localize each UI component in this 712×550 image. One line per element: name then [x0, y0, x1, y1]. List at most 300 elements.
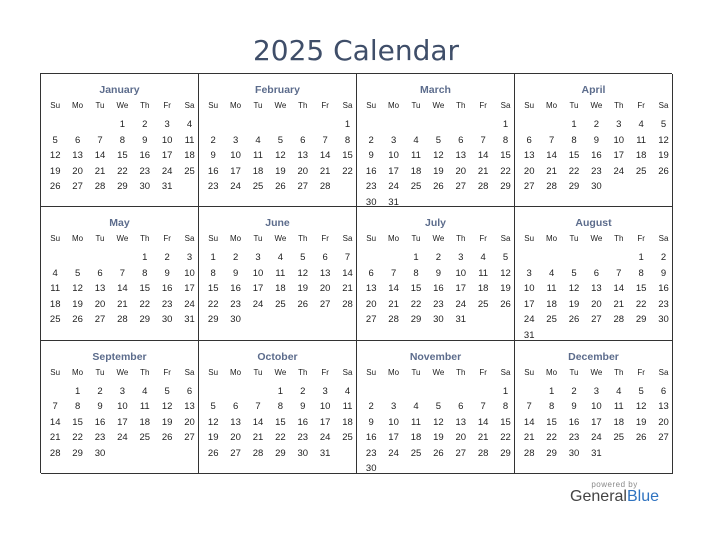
weekday-label: Mo [230, 234, 242, 244]
day-cell: 30 [230, 314, 241, 326]
day-cell: 7 [480, 401, 486, 413]
empty-day-cell [360, 250, 382, 266]
weekday-label: Tu [95, 367, 105, 377]
day-cell: 22 [207, 298, 219, 310]
day-cell: 11 [411, 416, 421, 428]
day-cell: 17 [161, 150, 173, 161]
day-cell: 12 [658, 134, 669, 146]
day-cell: 8 [571, 134, 577, 146]
day-cell: 18 [410, 432, 422, 444]
empty-day-cell [563, 250, 585, 266]
day-grid [202, 250, 359, 328]
empty-day-cell [382, 117, 404, 133]
day-cell: 26 [568, 314, 580, 326]
day-cell: 9 [593, 134, 600, 146]
day-cell: 20 [591, 298, 602, 310]
day-cell: 7 [390, 267, 397, 279]
weekday-label: Fr [163, 234, 171, 244]
day-grid [44, 250, 201, 328]
weekday-label: Sa [342, 234, 353, 244]
empty-day-cell [44, 384, 66, 400]
day-cell: 8 [344, 134, 351, 146]
empty-day-cell [247, 384, 269, 400]
weekday-label: Tu [569, 367, 579, 377]
day-cell: 1 [502, 385, 509, 397]
weekday-label: Mo [230, 367, 242, 377]
day-cell: 13 [658, 401, 669, 413]
day-cell: 15 [568, 150, 580, 161]
day-cell: 1 [74, 385, 81, 397]
day-cell: 3 [390, 134, 397, 146]
day-cell: 28 [613, 314, 625, 326]
day-cell: 21 [252, 432, 264, 444]
day-cell: 30 [161, 314, 173, 326]
weekday-label: Th [614, 367, 624, 377]
month-name: February [255, 84, 300, 96]
weekday-label: Tu [253, 367, 263, 377]
day-cell: 29 [117, 181, 128, 192]
day-cell: 17 [319, 416, 331, 428]
day-cell: 17 [184, 283, 195, 295]
weekday-label: Fr [321, 101, 329, 110]
day-cell: 10 [319, 401, 331, 413]
day-cell: 21 [49, 432, 61, 444]
day-cell: 13 [365, 283, 377, 295]
day-cell: 31 [388, 196, 399, 208]
day-grid [518, 250, 675, 343]
day-cell: 11 [478, 267, 489, 279]
day-cell: 16 [94, 416, 106, 428]
weekday-label: Fr [479, 234, 487, 244]
day-cell: 30 [591, 181, 602, 192]
day-cell: 7 [616, 267, 622, 279]
day-cell: 26 [49, 181, 61, 192]
weekday-label: We [116, 367, 129, 377]
day-cell: 28 [342, 298, 353, 310]
weekday-label: Th [140, 367, 150, 377]
day-cell: 25 [275, 298, 286, 310]
day-cell: 10 [388, 416, 399, 428]
weekday-label: Sa [342, 101, 353, 110]
day-cell: 8 [502, 401, 509, 413]
weekday-label: Su [208, 367, 219, 377]
weekday-header-row [202, 101, 359, 110]
day-cell: 18 [184, 150, 195, 161]
day-cell: 6 [232, 401, 239, 413]
day-cell: 27 [658, 432, 669, 444]
day-cell: 6 [300, 134, 306, 146]
day-cell: 7 [480, 134, 486, 146]
day-cell: 24 [455, 298, 467, 310]
weekday-header-row [202, 234, 359, 243]
day-cell: 20 [230, 432, 241, 444]
day-cell: 18 [477, 283, 489, 295]
weekday-header-row [360, 101, 517, 110]
weekday-label: Mo [72, 234, 84, 244]
day-cell: 3 [232, 134, 239, 146]
month-name: March [420, 84, 451, 96]
month-september [41, 341, 199, 474]
day-cell: 3 [255, 252, 261, 264]
day-cell: 27 [184, 432, 195, 444]
empty-day-cell [540, 117, 562, 133]
day-cell: 3 [526, 267, 532, 279]
day-cell: 29 [500, 447, 511, 459]
month-name: May [109, 217, 130, 230]
day-cell: 26 [72, 314, 83, 326]
weekday-label: Th [456, 367, 466, 377]
day-cell: 6 [526, 134, 532, 146]
empty-day-cell [518, 384, 540, 400]
weekday-label: Mo [388, 101, 400, 110]
day-cell: 14 [613, 283, 625, 295]
day-cell: 20 [523, 165, 535, 177]
day-cell: 4 [638, 119, 644, 130]
day-cell: 27 [455, 447, 467, 459]
day-cell: 13 [72, 150, 83, 161]
day-cell: 6 [74, 134, 81, 146]
day-cell: 11 [342, 401, 353, 413]
day-cell: 16 [139, 150, 151, 161]
day-cell: 25 [184, 165, 195, 177]
day-cell: 18 [635, 150, 647, 161]
day-cell: 16 [230, 283, 241, 295]
empty-day-cell [66, 250, 88, 266]
day-cell: 26 [275, 181, 286, 192]
weekday-label: Mo [388, 367, 400, 377]
day-cell: 24 [117, 432, 128, 444]
day-cell: 22 [568, 165, 580, 177]
weekday-label: Sa [658, 367, 669, 377]
day-cell: 28 [388, 314, 399, 326]
day-cell: 5 [277, 134, 284, 146]
day-cell: 21 [477, 432, 489, 444]
day-cell: 28 [546, 181, 557, 192]
weekday-label: Th [298, 101, 308, 110]
day-cell: 14 [342, 267, 353, 279]
day-cell: 24 [591, 432, 602, 444]
day-cell: 20 [184, 416, 195, 428]
day-cell: 11 [139, 401, 150, 413]
day-cell: 9 [164, 267, 170, 279]
day-cell: 17 [388, 165, 399, 177]
day-cell: 1 [638, 252, 644, 264]
day-cell: 1 [277, 385, 284, 397]
day-cell: 2 [368, 401, 374, 413]
empty-day-cell [405, 384, 427, 400]
day-cell: 23 [94, 432, 106, 444]
empty-day-cell [202, 384, 224, 400]
weekday-label: We [432, 101, 445, 110]
day-cell: 18 [252, 165, 264, 177]
day-cell: 16 [658, 283, 669, 295]
weekday-header-row [44, 101, 201, 110]
empty-day-cell [89, 250, 111, 266]
day-cell: 13 [297, 150, 309, 161]
day-cell: 28 [252, 447, 264, 459]
weekday-label: We [590, 101, 603, 110]
day-cell: 16 [568, 416, 580, 428]
brand-name-general: General [570, 488, 627, 505]
weekday-label: Su [50, 234, 61, 244]
day-cell: 20 [72, 165, 83, 177]
weekday-label: Fr [321, 234, 329, 244]
day-cell: 19 [72, 298, 83, 310]
weekday-label: Sa [500, 101, 511, 110]
day-cell: 14 [477, 150, 489, 161]
weekday-label: Su [208, 101, 219, 110]
weekday-label: We [274, 101, 287, 110]
day-cell: 2 [232, 252, 239, 264]
day-cell: 27 [230, 447, 241, 459]
weekday-label: Sa [184, 101, 195, 110]
day-cell: 16 [161, 283, 173, 295]
day-cell: 11 [184, 134, 195, 146]
day-cell: 29 [72, 447, 83, 459]
empty-day-cell [518, 117, 540, 133]
month-name: September [92, 350, 147, 363]
day-cell: 28 [477, 447, 489, 459]
weekday-label: We [590, 367, 603, 377]
day-cell: 13 [455, 150, 467, 161]
day-cell: 11 [613, 401, 624, 413]
day-cell: 1 [344, 119, 351, 130]
empty-day-cell [585, 250, 607, 266]
month-february [199, 74, 357, 207]
brand-name [570, 489, 659, 505]
day-cell: 7 [255, 401, 261, 413]
day-cell: 6 [660, 385, 667, 397]
day-cell: 23 [207, 181, 219, 192]
month-june [199, 207, 357, 340]
day-cell: 17 [591, 416, 602, 428]
weekday-label: Su [524, 367, 535, 377]
day-cell: 14 [523, 416, 535, 428]
day-cell: 17 [523, 298, 535, 310]
day-cell: 24 [252, 298, 264, 310]
day-cell: 23 [139, 165, 151, 177]
day-cell: 14 [477, 416, 489, 428]
day-cell: 23 [433, 298, 444, 310]
day-grid [202, 384, 359, 462]
month-july [357, 207, 515, 340]
day-cell: 30 [658, 314, 669, 326]
day-cell: 7 [548, 134, 555, 146]
month-january [41, 74, 199, 207]
day-cell: 12 [568, 283, 580, 295]
weekday-header-row [360, 234, 517, 243]
day-cell: 31 [591, 447, 602, 459]
weekday-label: Tu [411, 234, 421, 244]
day-cell: 22 [500, 165, 511, 177]
day-cell: 13 [319, 267, 331, 279]
day-cell: 29 [275, 447, 286, 459]
day-cell: 19 [568, 298, 580, 310]
day-cell: 1 [502, 119, 509, 130]
day-cell: 6 [186, 385, 193, 397]
day-cell: 17 [230, 165, 241, 177]
day-cell: 21 [117, 298, 128, 310]
weekday-label: Tu [95, 234, 105, 244]
day-cell: 2 [210, 134, 216, 146]
day-cell: 2 [368, 134, 374, 146]
day-cell: 16 [365, 165, 377, 177]
month-december [515, 341, 673, 474]
weekday-label: Sa [500, 367, 511, 377]
day-cell: 8 [119, 134, 126, 146]
day-cell: 29 [207, 314, 219, 326]
day-cell: 8 [277, 401, 284, 413]
day-cell: 7 [344, 252, 351, 264]
weekday-label: Sa [342, 367, 353, 377]
empty-day-cell [382, 250, 404, 266]
day-cell: 19 [635, 416, 647, 428]
month-name: July [424, 217, 446, 230]
weekday-label: Fr [637, 367, 645, 377]
empty-day-cell [202, 117, 224, 133]
day-cell: 3 [616, 119, 622, 130]
day-cell: 19 [433, 432, 444, 444]
day-cell: 9 [368, 416, 374, 428]
day-cell: 29 [500, 181, 511, 192]
day-cell: 21 [319, 165, 331, 177]
day-cell: 11 [275, 267, 286, 279]
day-cell: 19 [161, 416, 173, 428]
day-cell: 3 [458, 252, 464, 264]
weekday-header-row [518, 234, 675, 243]
day-cell: 9 [300, 401, 306, 413]
weekday-label: We [274, 234, 287, 244]
day-cell: 1 [210, 252, 216, 264]
weekday-label: Su [366, 367, 377, 377]
day-cell: 23 [365, 181, 377, 192]
day-cell: 10 [117, 401, 128, 413]
weekday-label: Su [366, 101, 377, 110]
day-cell: 26 [433, 447, 444, 459]
day-cell: 16 [591, 150, 602, 161]
month-may [41, 207, 199, 340]
empty-day-cell [360, 384, 382, 400]
day-cell: 2 [300, 385, 306, 397]
day-cell: 9 [97, 401, 103, 413]
day-cell: 30 [297, 447, 309, 459]
month-name: August [575, 217, 612, 230]
day-cell: 23 [591, 165, 602, 177]
empty-day-cell [314, 117, 336, 133]
day-cell: 13 [591, 283, 602, 295]
day-cell: 5 [300, 252, 306, 264]
day-cell: 25 [635, 165, 647, 177]
day-cell: 19 [275, 165, 286, 177]
weekday-header-row [44, 234, 201, 243]
day-cell: 10 [184, 267, 195, 279]
day-cell: 11 [411, 150, 421, 161]
day-cell: 19 [207, 432, 219, 444]
day-cell: 25 [342, 432, 353, 444]
empty-day-cell [382, 384, 404, 400]
day-cell: 20 [319, 283, 331, 295]
day-cell: 1 [142, 252, 148, 264]
day-cell: 26 [161, 432, 173, 444]
day-cell: 10 [523, 283, 535, 295]
day-cell: 27 [319, 298, 331, 310]
day-cell: 1 [548, 385, 555, 397]
weekday-header-row [202, 368, 359, 377]
day-cell: 23 [161, 298, 173, 310]
weekday-label: Sa [500, 234, 511, 244]
day-cell: 19 [297, 283, 309, 295]
day-cell: 14 [546, 150, 557, 161]
day-cell: 15 [207, 283, 219, 295]
day-cell: 26 [500, 298, 511, 310]
empty-day-cell [360, 117, 382, 133]
day-cell: 17 [455, 283, 467, 295]
empty-day-cell [292, 117, 314, 133]
weekday-label: Su [208, 234, 219, 244]
day-cell: 19 [658, 150, 669, 161]
day-cell: 8 [548, 401, 555, 413]
weekday-label: Fr [163, 367, 171, 377]
day-cell: 6 [593, 267, 600, 279]
weekday-label: Th [614, 234, 624, 244]
day-cell: 31 [184, 314, 195, 326]
day-cell: 16 [297, 416, 309, 428]
day-cell: 3 [164, 119, 170, 130]
day-cell: 14 [388, 283, 399, 295]
empty-day-cell [89, 117, 111, 133]
day-cell: 15 [117, 150, 128, 161]
day-cell: 5 [74, 267, 81, 279]
month-name: January [99, 84, 140, 96]
day-cell: 23 [230, 298, 241, 310]
day-cell: 10 [613, 134, 625, 146]
day-cell: 26 [658, 165, 669, 177]
day-cell: 27 [455, 181, 467, 192]
day-cell: 17 [613, 150, 625, 161]
weekday-label: Fr [163, 101, 171, 110]
empty-day-cell [427, 117, 449, 133]
day-cell: 18 [613, 416, 625, 428]
weekday-label: We [116, 101, 129, 110]
weekday-label: Tu [569, 101, 579, 110]
day-cell: 17 [117, 416, 128, 428]
weekday-label: Th [298, 234, 308, 244]
day-cell: 29 [568, 181, 580, 192]
weekday-label: Tu [411, 101, 421, 110]
day-cell: 16 [207, 165, 219, 177]
day-cell: 12 [275, 150, 286, 161]
day-cell: 18 [546, 298, 557, 310]
day-cell: 5 [502, 252, 509, 264]
day-cell: 22 [410, 298, 422, 310]
empty-day-cell [247, 117, 269, 133]
powered-by-label: powered by [591, 480, 638, 489]
month-october [199, 341, 357, 474]
day-cell: 15 [500, 150, 511, 161]
day-cell: 12 [635, 401, 647, 413]
day-cell: 9 [435, 267, 442, 279]
day-cell: 4 [255, 134, 261, 146]
day-cell: 16 [433, 283, 444, 295]
weekday-label: Th [140, 234, 150, 244]
month-april [515, 74, 673, 207]
day-cell: 27 [591, 314, 602, 326]
weekday-label: Mo [546, 101, 558, 110]
day-cell: 24 [319, 432, 331, 444]
day-cell: 20 [658, 416, 669, 428]
day-cell: 15 [72, 416, 83, 428]
day-cell: 12 [500, 267, 511, 279]
